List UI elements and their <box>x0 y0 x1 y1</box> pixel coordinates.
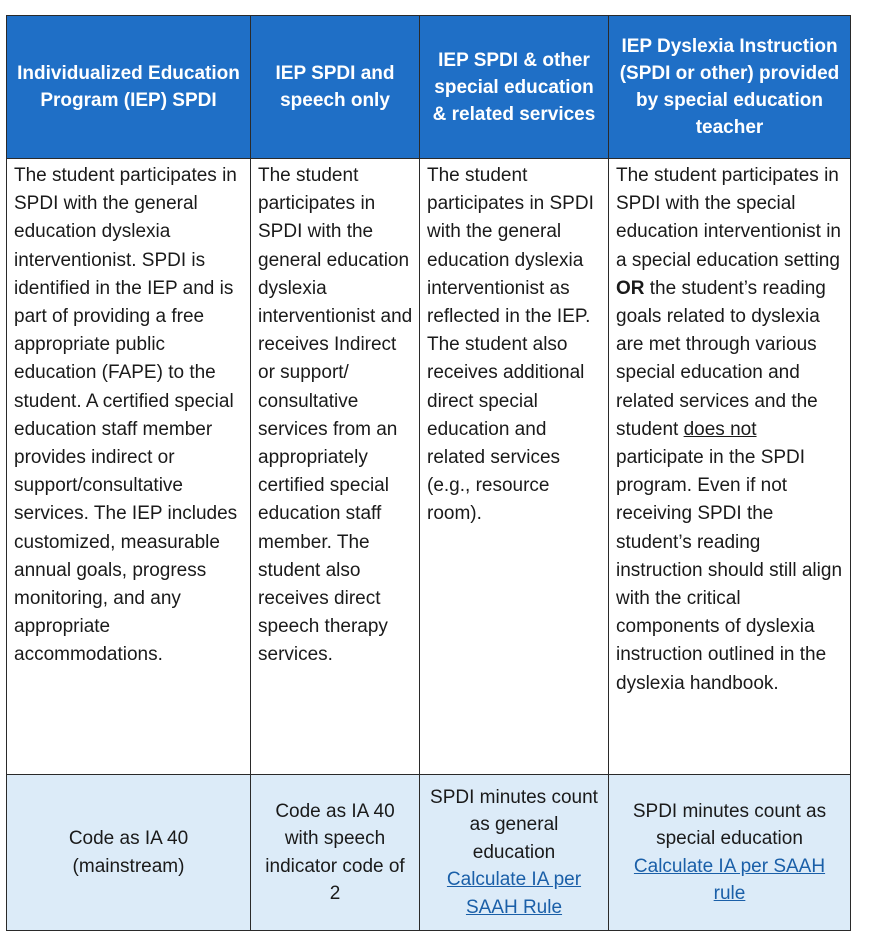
header-iep-spdi: Individualized Education Program (IEP) SPDI <box>7 16 251 159</box>
or-emphasis: OR <box>616 277 645 299</box>
description-iep-spdi: The student participates in SPDI with the general education dyslexia interventionist. SPDI is identified in the IEP and is part of providing a free appropriate public education (FAPE) to the student. A certified special education staff member provides indirect or support/consultative services. The IEP includes customized, measurable annual goals, progress monitoring, and any appropriate accommodations. <box>7 159 251 775</box>
description-part-1: The student participates in SPDI with the special education interventionist in a special education setting <box>616 165 841 271</box>
description-iep-dyslexia-instruction <box>609 159 851 775</box>
coding-text-general-education: SPDI minutes count as general education <box>430 786 598 863</box>
coding-row <box>7 775 851 931</box>
description-iep-spdi-other-services: The student participates in SPDI with the general education dyslexia interventionist as reflected in the IEP. The student also receives additional direct special education and related services (e.g., resource room). <box>420 159 609 775</box>
description-part-2: the student’s reading goals related to dyslexia are met through various special education and related services and the student <box>616 277 826 440</box>
coding-iep-spdi: Code as IA 40 (mainstream) <box>7 775 251 931</box>
header-iep-spdi-other-services: IEP SPDI & other special education & related services <box>420 16 609 159</box>
coding-iep-spdi-speech: Code as IA 40 with speech indicator code of 2 <box>251 775 420 931</box>
does-not-underlined: does not <box>683 418 757 440</box>
coding-iep-spdi-other-services <box>420 775 609 931</box>
program-comparison-table-wrapper <box>6 15 851 931</box>
header-iep-spdi-speech: IEP SPDI and speech only <box>251 16 420 159</box>
header-row <box>7 16 851 159</box>
coding-text-special-education: SPDI minutes count as special education <box>632 800 827 849</box>
calculate-ia-saah-rule-link[interactable]: Calculate IA per SAAH Rule <box>446 869 582 918</box>
description-part-3: participate in the SPDI program. Even if not receiving SPDI the student’s reading instruction should still align with the critical components of dyslexia instruction outlined in the dyslexia handbook. <box>616 447 843 694</box>
description-iep-spdi-speech: The student participates in SPDI with the general education dyslexia interventionist and receives Indirect or support/ consultative services from an appropriately certified special education staff member. The student also receives direct speech therapy services. <box>251 159 420 775</box>
program-comparison-table <box>6 15 851 931</box>
coding-iep-dyslexia-instruction <box>609 775 851 931</box>
calculate-ia-saah-rule-link-2[interactable]: Calculate IA per SAAH rule <box>633 855 826 904</box>
description-row <box>7 159 851 775</box>
header-iep-dyslexia-instruction: IEP Dyslexia Instruction (SPDI or other) provided by special education teacher <box>609 16 851 159</box>
